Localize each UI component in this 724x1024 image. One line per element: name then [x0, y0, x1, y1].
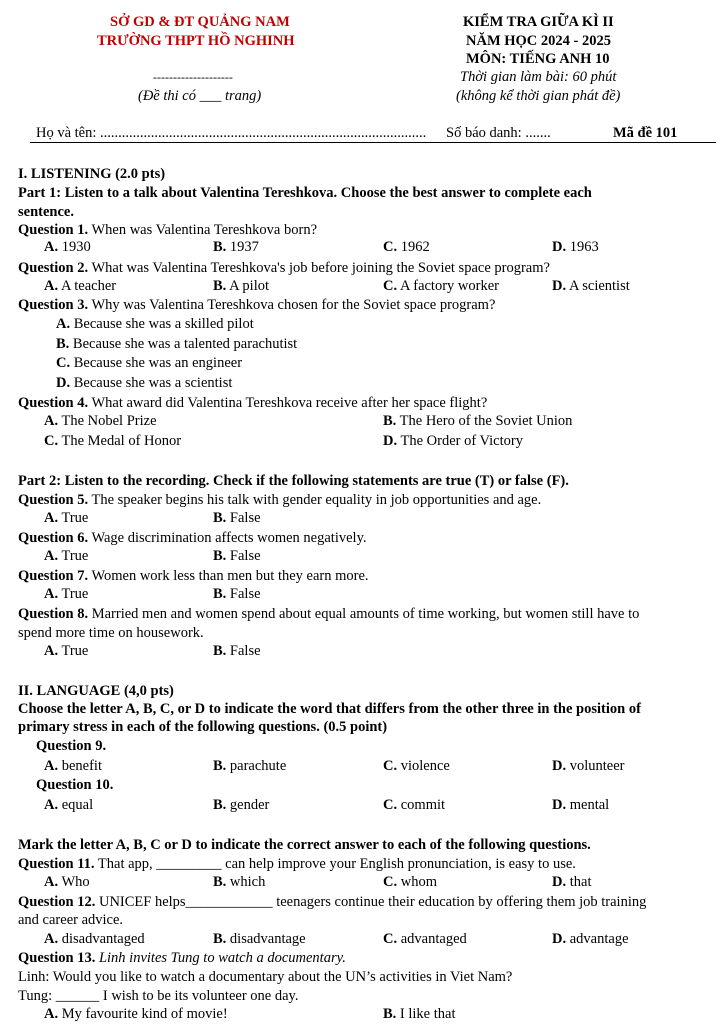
question-4: Question 4. What award did Valentina Tereshkova receive after her space flight?	[18, 395, 488, 411]
q9-option-d[interactable]: D. volunteer	[552, 758, 625, 774]
q8-option-a[interactable]: A. True	[44, 643, 89, 659]
q5-option-a[interactable]: A. True	[44, 510, 89, 526]
exam-code: Mã đề 101	[613, 125, 678, 141]
school-year: NĂM HỌC 2024 - 2025	[466, 33, 611, 49]
q9-option-a[interactable]: A. benefit	[44, 758, 102, 774]
mcq-instruction: Mark the letter A, B, C or D to indicate the correct answer to each of the following questions.	[18, 837, 591, 853]
part2-instruction: Part 2: Listen to the recording. Check if the following statements are true (T) or false (F).	[18, 473, 569, 489]
school-name: TRƯỜNG THPT HỒ NGHINH	[97, 33, 295, 49]
question-12-cont: and career advice.	[18, 912, 124, 928]
q2-option-c[interactable]: C. A factory worker	[383, 278, 499, 294]
q13-option-a[interactable]: A. My favourite kind of movie!	[44, 1006, 228, 1022]
dept-name: SỞ GD & ĐT QUẢNG NAM	[110, 14, 290, 30]
question-9: Question 9.	[36, 738, 107, 754]
q8-option-b[interactable]: B. False	[213, 643, 261, 659]
pages-note: (Đề thi có ___ trang)	[138, 88, 262, 104]
header-dashes: --------------------	[153, 70, 233, 84]
question-12: Question 12. UNICEF helps____________ teenagers continue their education by offering them job training	[18, 894, 647, 910]
q1-option-c[interactable]: C. 1962	[383, 239, 430, 255]
q4-option-a[interactable]: A. The Nobel Prize	[44, 413, 157, 429]
q3-option-d[interactable]: D. Because she was a scientist	[56, 375, 233, 391]
question-8-cont: spend more time on housework.	[18, 625, 204, 641]
q1-option-d[interactable]: D. 1963	[552, 239, 599, 255]
q2-option-a[interactable]: A. A teacher	[44, 278, 117, 294]
question-13: Question 13. Linh invites Tung to watch a documentary.	[18, 950, 346, 966]
q2-option-b[interactable]: B. A pilot	[213, 278, 270, 294]
stress-instruction: Choose the letter A, B, C, or D to indicate the word that differs from the other three in the position of	[18, 701, 641, 717]
q9-option-b[interactable]: B. parachute	[213, 758, 287, 774]
q6-option-b[interactable]: B. False	[213, 548, 261, 564]
question-10: Question 10.	[36, 777, 114, 793]
q1-option-a[interactable]: A. 1930	[44, 239, 91, 255]
q10-option-d[interactable]: D. mental	[552, 797, 610, 813]
q9-option-c[interactable]: C. violence	[383, 758, 450, 774]
part1-instruction: Part 1: Listen to a talk about Valentina Tereshkova. Choose the best answer to complete each	[18, 185, 592, 201]
question-11: Question 11. That app, _________ can help improve your English pronunciation, is easy to use.	[18, 856, 576, 872]
q7-option-a[interactable]: A. True	[44, 586, 89, 602]
stress-instruction-cont: primary stress in each of the following questions. (0.5 point)	[18, 719, 388, 735]
exam-time: Thời gian làm bài: 60 phút	[460, 69, 617, 85]
time-note: (không kể thời gian phát đề)	[456, 88, 621, 104]
q13-linh-line: Linh: Would you like to watch a documentary about the UN’s activities in Viet Nam?	[18, 969, 513, 985]
q10-option-a[interactable]: A. equal	[44, 797, 94, 813]
q5-option-b[interactable]: B. False	[213, 510, 261, 526]
q11-option-a[interactable]: A. Who	[44, 874, 90, 890]
question-5: Question 5. The speaker begins his talk with gender equality in job opportunities and age.	[18, 492, 542, 508]
q12-option-c[interactable]: C. advantaged	[383, 931, 467, 947]
q3-option-c[interactable]: C. Because she was an engineer	[56, 355, 243, 371]
q11-option-c[interactable]: C. whom	[383, 874, 437, 890]
q11-option-b[interactable]: B. which	[213, 874, 266, 890]
section-listening-title: I. LISTENING (2.0 pts)	[18, 166, 166, 182]
question-3: Question 3. Why was Valentina Tereshkova chosen for the Soviet space program?	[18, 297, 496, 313]
q4-option-d[interactable]: D. The Order of Victory	[383, 433, 523, 449]
q7-option-b[interactable]: B. False	[213, 586, 261, 602]
section-language-title: II. LANGUAGE (4,0 pts)	[18, 683, 174, 699]
q2-option-d[interactable]: D. A scientist	[552, 278, 630, 294]
q10-option-c[interactable]: C. commit	[383, 797, 446, 813]
q4-option-b[interactable]: B. The Hero of the Soviet Union	[383, 413, 573, 429]
q3-option-b[interactable]: B. Because she was a talented parachutist	[56, 336, 298, 352]
q13-option-b[interactable]: B. I like that	[383, 1006, 456, 1022]
id-field-label: Số báo danh: .......	[446, 125, 551, 141]
question-1: Question 1. When was Valentina Tereshkova born?	[18, 222, 317, 238]
header-divider	[30, 142, 716, 143]
subject: MÔN: TIẾNG ANH 10	[466, 51, 610, 67]
q11-option-d[interactable]: D. that	[552, 874, 592, 890]
question-8: Question 8. Married men and women spend about equal amounts of time working, but women still have to	[18, 606, 640, 622]
part1-instruction-cont: sentence.	[18, 204, 74, 220]
q12-option-d[interactable]: D. advantage	[552, 931, 629, 947]
name-field-label: Họ và tên: ..........................................................................................	[36, 125, 427, 141]
question-7: Question 7. Women work less than men but they earn more.	[18, 568, 369, 584]
q10-option-b[interactable]: B. gender	[213, 797, 270, 813]
q12-option-a[interactable]: A. disadvantaged	[44, 931, 145, 947]
q12-option-b[interactable]: B. disadvantage	[213, 931, 306, 947]
question-2: Question 2. What was Valentina Tereshkova's job before joining the Soviet space program?	[18, 260, 550, 276]
q3-option-a[interactable]: A. Because she was a skilled pilot	[56, 316, 254, 332]
q13-tung-line: Tung: ______ I wish to be its volunteer one day.	[18, 988, 299, 1004]
q6-option-a[interactable]: A. True	[44, 548, 89, 564]
q1-option-b[interactable]: B. 1937	[213, 239, 259, 255]
question-6: Question 6. Wage discrimination affects women negatively.	[18, 530, 367, 546]
exam-title: KIỂM TRA GIỮA KÌ II	[463, 14, 614, 30]
q4-option-c[interactable]: C. The Medal of Honor	[44, 433, 182, 449]
